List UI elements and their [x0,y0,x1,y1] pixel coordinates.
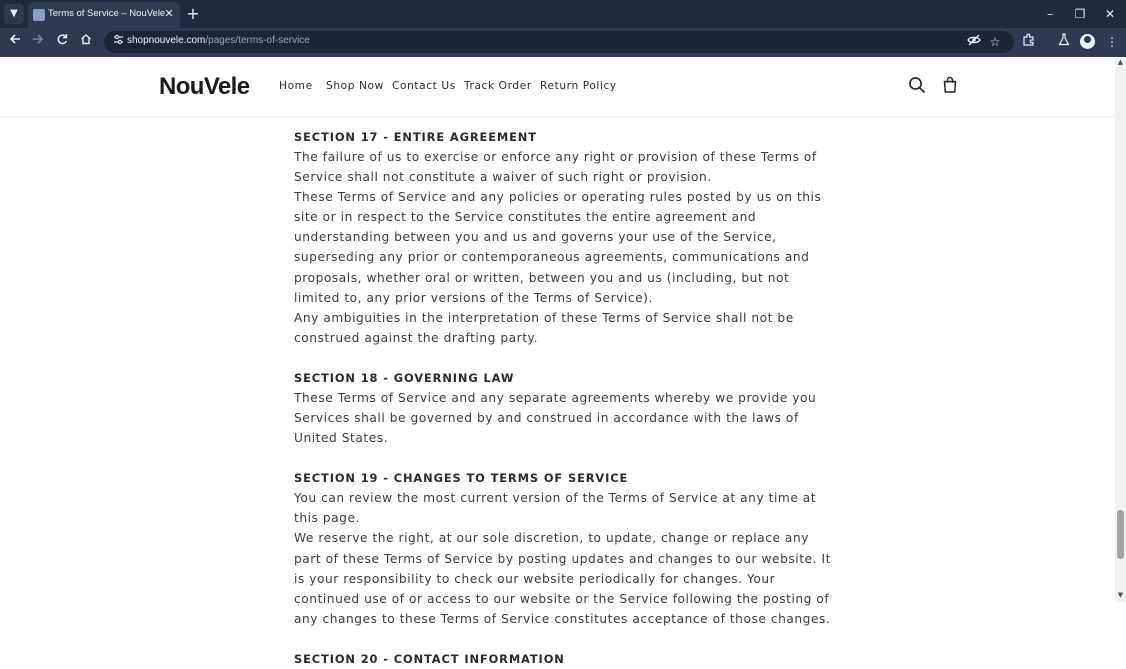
url-path: /pages/terms-of-service [205,35,310,46]
section-19-heading: SECTION 19 - CHANGES TO TERMS OF SERVICE [294,471,629,486]
search-icon[interactable] [907,76,927,98]
browser-tab-active[interactable] [28,2,180,28]
tune-icon[interactable] [110,34,126,50]
eye-off-icon[interactable] [966,34,982,50]
star-icon[interactable]: ☆ [989,35,1001,49]
arrow-right-icon [32,33,44,45]
reload-button[interactable] [52,32,72,52]
section-17-paragraph: These Terms of Service and any policies or operating rules posted by us on this site or in respect to the Service constitutes the entire agreement and understanding between you and us and governs your use of the Service, superseding any prior or contemporaneous agreements, communications and proposals, whether oral or written, between you and us (including, but not limited to, any prior versions of the Terms of Service). [294,190,822,305]
address-bar[interactable] [104,31,1014,53]
section-19-paragraph: You can review the most current version of the Terms of Service at any time at this page. [294,491,817,526]
section-19-paragraph: We reserve the right, at our sole discretion, to update, change or replace any part of these Terms of Service by posting updates and changes to our website. It is your responsibility to check our website periodically for changes. Your continued use of or access to our website or the Service following the posting of any changes to these Terms of Service constitutes acceptance of those changes. [294,531,831,626]
new-tab-button[interactable]: + [186,4,200,23]
restore-button[interactable]: ❐ [1074,7,1086,21]
scroll-up-arrow-icon[interactable]: ▲ [1117,58,1124,66]
section-18-heading: SECTION 18 - GOVERNING LAW [294,370,515,385]
arrow-left-icon [9,33,21,45]
page-scrollbar[interactable] [1115,57,1126,602]
profile-icon[interactable] [1080,34,1095,49]
reload-icon [56,33,68,45]
site-header [0,57,1115,117]
tab-close-icon[interactable]: ✕ [164,7,174,20]
scrollbar-thumb[interactable] [1117,510,1124,559]
section-20-heading: SECTION 20 - CONTACT INFORMATION [294,651,565,666]
cart-icon[interactable] [940,76,960,98]
favicon-icon [33,9,45,21]
tab-title: Terms of Service – NouVele [48,8,166,19]
site-logo[interactable]: NouVele [159,73,250,100]
page-viewport [0,57,1115,666]
url-text[interactable] [127,35,310,46]
forward-button[interactable] [28,32,48,52]
close-window-button[interactable]: ✕ [1104,7,1116,21]
browser-toolbar [0,28,1126,57]
nav-return-policy[interactable]: Return Policy [540,80,617,92]
flask-icon[interactable] [1055,33,1073,51]
terms-content [294,127,834,669]
scroll-down-arrow-icon[interactable]: ▼ [1117,591,1124,599]
back-button[interactable] [5,32,25,52]
nav-home[interactable]: Home [279,80,313,92]
section-17-paragraph: The failure of us to exercise or enforce any right or provision of these Terms of Service shall not constitute a waiver of such right or provision. [294,150,817,185]
section-spacer [294,348,834,368]
puzzle-icon[interactable] [1019,33,1037,51]
browser-tab-strip [0,0,1126,28]
nav-track-order[interactable]: Track Order [464,80,532,92]
kebab-menu-icon[interactable]: ⋮ [1106,35,1118,49]
minimize-button[interactable]: – [1047,7,1053,21]
section-18-paragraph: These Terms of Service and any separate agreements whereby we provide you Services shall be governed by and construed in accordance with the laws of United States. [294,390,817,446]
section-17-paragraph: Any ambiguities in the interpretation of these Terms of Service shall not be construed against the drafting party. [294,310,794,345]
section-17-heading: SECTION 17 - ENTIRE AGREEMENT [294,130,537,144]
section-spacer [294,629,834,649]
home-button[interactable] [76,32,96,52]
url-host: shopnouvele.com [127,35,206,46]
chevron-down-icon[interactable]: ▼ [4,4,24,24]
home-icon [80,33,92,45]
nav-shop-now[interactable]: Shop Now [326,80,384,92]
section-spacer [294,448,834,468]
nav-contact-us[interactable]: Contact Us [392,80,456,92]
